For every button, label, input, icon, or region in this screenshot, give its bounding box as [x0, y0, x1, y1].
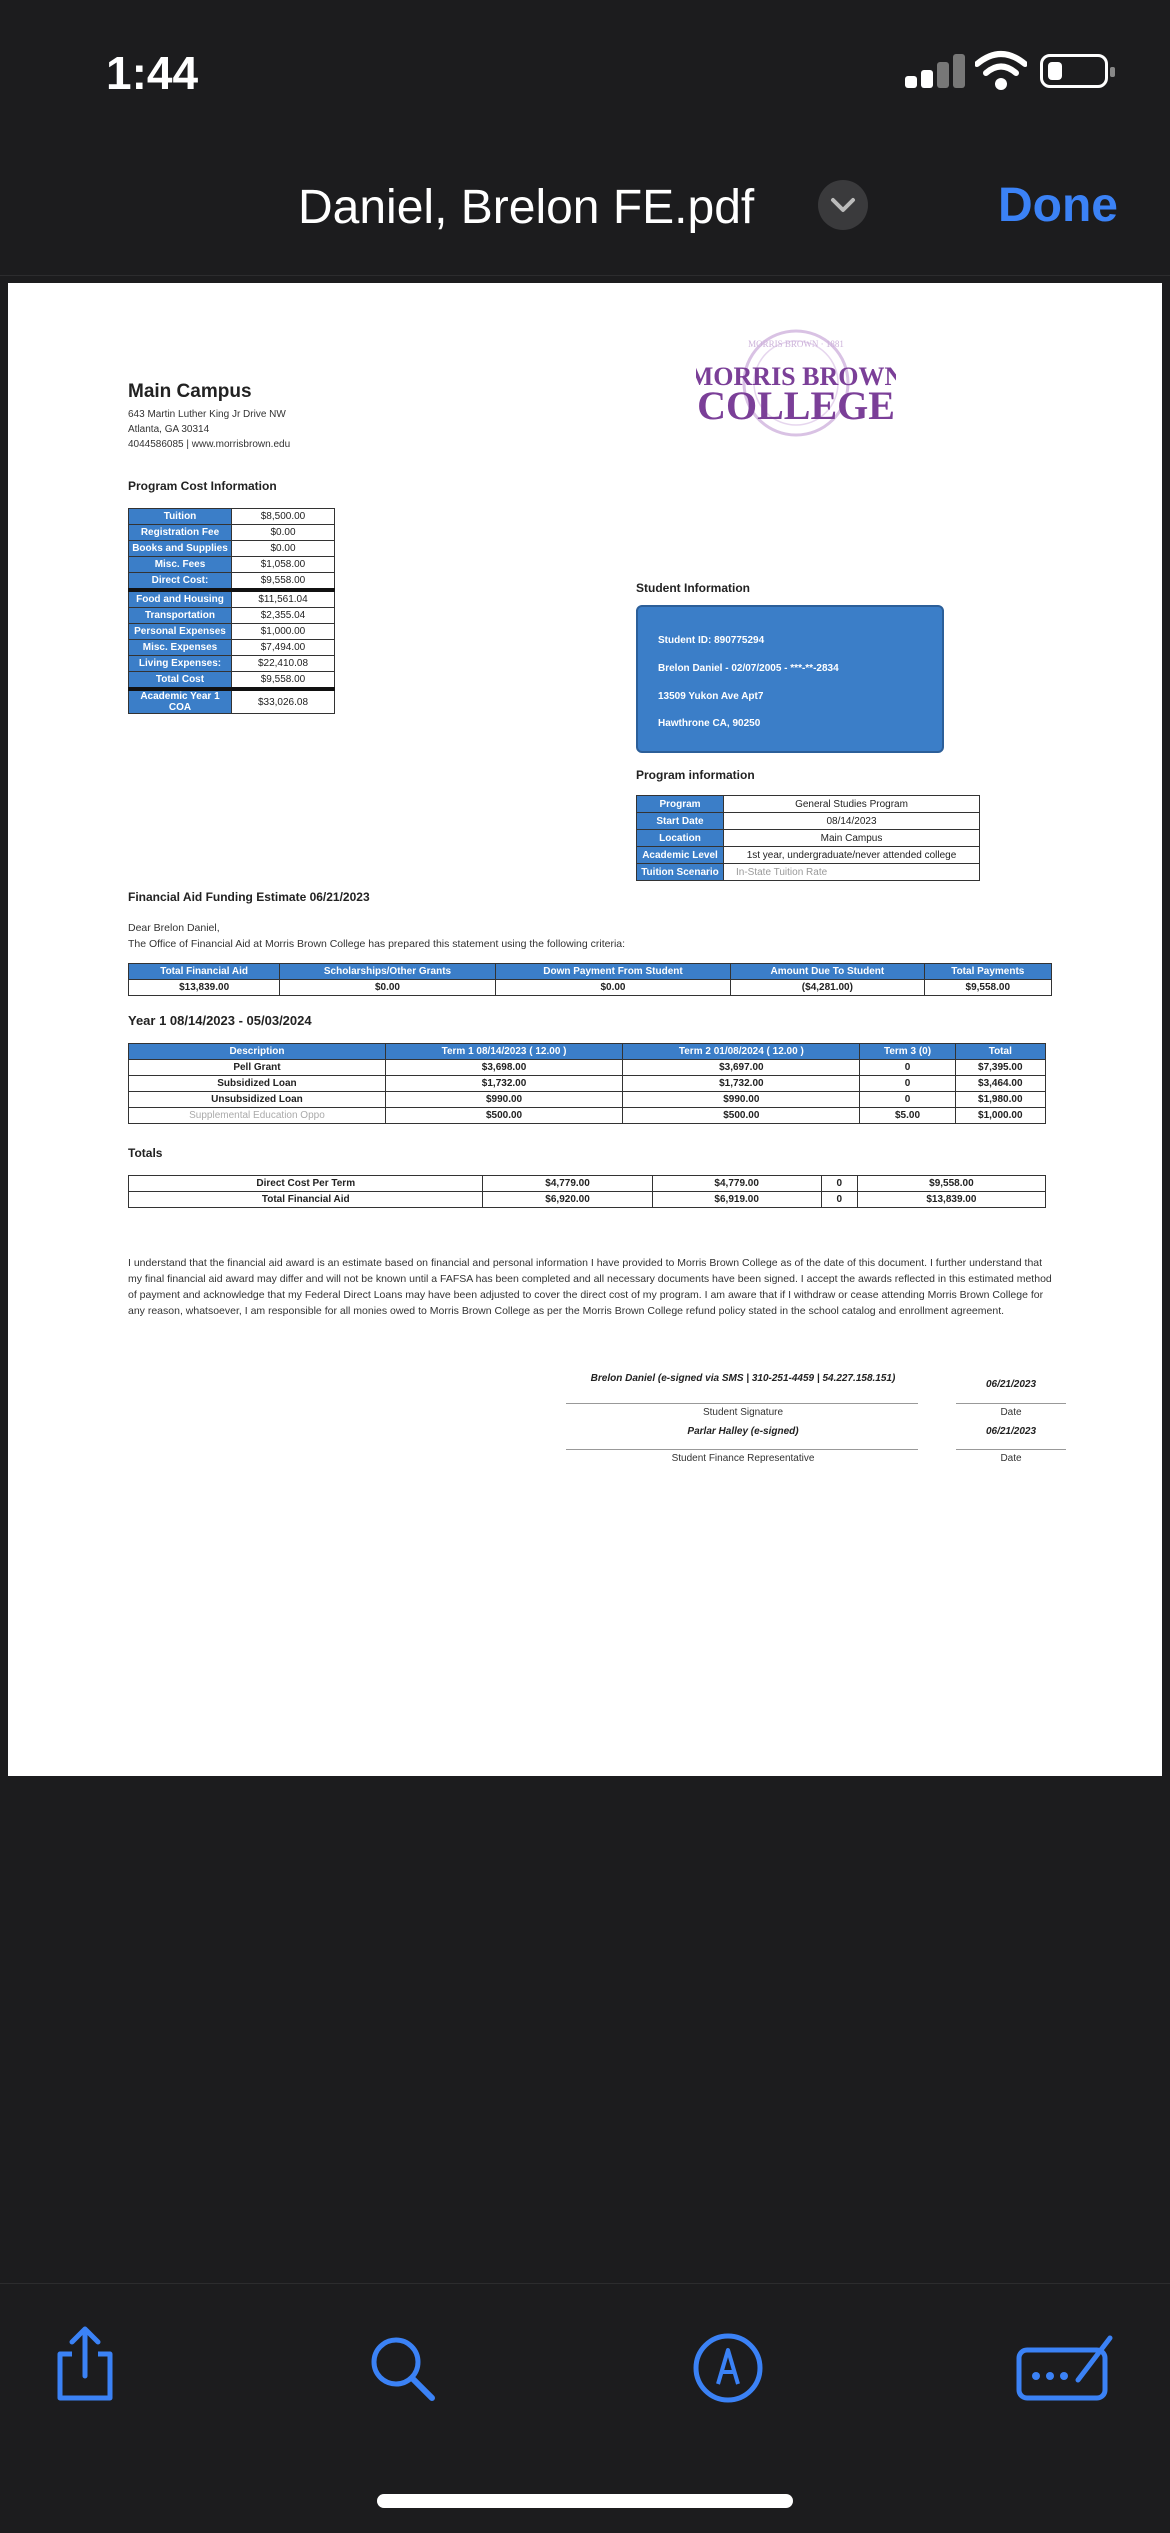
- search-icon[interactable]: [368, 2334, 438, 2404]
- svg-text:COLLEGE: COLLEGE: [697, 383, 895, 428]
- svg-text:MORRIS BROWN · 1881: MORRIS BROWN · 1881: [748, 339, 844, 349]
- table-cell: $6,920.00: [483, 1192, 652, 1208]
- table-row: [637, 864, 980, 881]
- nav-bar: [0, 150, 1170, 276]
- student-street: 13509 Yukon Ave Apt7: [658, 691, 764, 702]
- table-row: [129, 624, 335, 640]
- table-cell: Unsubsidized Loan: [129, 1092, 386, 1108]
- table-cell: $1,980.00: [955, 1092, 1045, 1108]
- table-cell: $6,919.00: [652, 1192, 821, 1208]
- year1-heading: Year 1 08/14/2023 - 05/03/2024: [128, 1013, 312, 1028]
- table-row: [129, 1076, 1046, 1092]
- table-cell: 0: [821, 1192, 857, 1208]
- date-line: [956, 1403, 1066, 1404]
- markup-icon[interactable]: [692, 2332, 764, 2404]
- cost-label: Direct Cost:: [129, 573, 232, 591]
- table-cell: $3,464.00: [955, 1076, 1045, 1092]
- disclaimer-text: I understand that the financial aid award is an estimate based on financial and personal information I have provided to Morris Brown College as of the date of this document. I further understand that my final financial aid award may differ and will not be known until a FAFSA has been completed and all necessary documents have been signed. I accept the awards reflected in this estimated method of payment and acknowledge that my Federal Direct Loans may have been adjusted to cover the direct cost of my program. I am aware that if I withdraw or cease attending Morris Brown College for any reason, whatsoever, I am responsible for all monies owed to Morris Brown College as per the Morris Brown College refund policy stated in the school catalog and enrollment agreement.: [128, 1257, 1052, 1317]
- cost-label: Personal Expenses: [129, 624, 232, 640]
- totals-table: [128, 1175, 1046, 1208]
- column-header: Term 1 08/14/2023 ( 12.00 ): [385, 1044, 622, 1060]
- cost-value: $8,500.00: [232, 509, 335, 525]
- student-signature-label: Student Signature: [702, 1407, 784, 1418]
- rep-signature: Parlar Halley (e-signed): [687, 1426, 799, 1437]
- student-id: Student ID: 890775294: [658, 635, 765, 646]
- funding-table: [128, 963, 1052, 996]
- program-info-heading: Program information: [636, 768, 755, 782]
- program-value: General Studies Program: [724, 796, 980, 813]
- table-row: [129, 509, 335, 525]
- student-signature: Brelon Daniel (e-signed via SMS | 310-251-4459 | 54.227.158.151): [590, 1373, 896, 1384]
- date-line: [956, 1449, 1066, 1450]
- column-header: Term 3 (0): [860, 1044, 955, 1060]
- table-row: [129, 1060, 1046, 1076]
- table-row: [637, 847, 980, 864]
- table-row: [637, 830, 980, 847]
- cost-label: Food and Housing: [129, 590, 232, 608]
- cost-value: $2,355.04: [232, 608, 335, 624]
- table-cell: Total Financial Aid: [129, 1192, 483, 1208]
- table-cell: $5.00: [860, 1108, 955, 1124]
- table-row: [129, 557, 335, 573]
- cost-label: Books and Supplies: [129, 541, 232, 557]
- program-value: In-State Tuition Rate: [724, 864, 980, 881]
- table-cell: $4,779.00: [652, 1176, 821, 1192]
- table-cell: 0: [821, 1176, 857, 1192]
- table-cell: $990.00: [385, 1092, 622, 1108]
- table-row: [129, 608, 335, 624]
- cost-label: Misc. Expenses: [129, 640, 232, 656]
- cost-label: Living Expenses:: [129, 656, 232, 672]
- table-row: [129, 525, 335, 541]
- cost-value: $0.00: [232, 541, 335, 557]
- year1-table: [128, 1043, 1046, 1124]
- table-cell: $4,779.00: [483, 1176, 652, 1192]
- table-cell: $3,697.00: [623, 1060, 860, 1076]
- table-row: [129, 656, 335, 672]
- rep-signature-date: 06/21/2023: [985, 1426, 1037, 1437]
- program-cost-table: [128, 508, 335, 714]
- cost-value: $9,558.00: [232, 672, 335, 690]
- program-value: 08/14/2023: [724, 813, 980, 830]
- date-label: Date: [1000, 1407, 1022, 1418]
- title-menu-button[interactable]: [818, 180, 868, 230]
- status-time: 1:44: [106, 47, 199, 99]
- table-row: [129, 1108, 1046, 1124]
- table-cell: 0: [860, 1076, 955, 1092]
- date-label: Date: [1000, 1453, 1022, 1464]
- funding-heading: Financial Aid Funding Estimate 06/21/2023: [128, 890, 370, 904]
- table-cell: 0: [860, 1060, 955, 1076]
- student-signature-date: 06/21/2023: [985, 1379, 1037, 1390]
- student-city: Hawthrone CA, 90250: [658, 718, 761, 729]
- table-row: [129, 1176, 1046, 1192]
- funding-value: $13,839.00: [129, 980, 280, 996]
- table-row: [129, 1092, 1046, 1108]
- table-cell: $3,698.00: [385, 1060, 622, 1076]
- table-cell: Subsidized Loan: [129, 1076, 386, 1092]
- table-row: [129, 980, 1052, 996]
- table-header-row: [129, 1044, 1046, 1060]
- address-line: Atlanta, GA 30314: [128, 424, 210, 435]
- signature-line: [566, 1403, 918, 1404]
- table-cell: $1,732.00: [385, 1076, 622, 1092]
- pdf-page[interactable]: [8, 283, 1162, 1776]
- table-row: [129, 573, 335, 591]
- rep-signature-label: Student Finance Representative: [671, 1453, 815, 1464]
- column-header: Scholarships/Other Grants: [280, 964, 496, 980]
- cost-value: $0.00: [232, 525, 335, 541]
- table-cell: $990.00: [623, 1092, 860, 1108]
- campus-address: [128, 407, 290, 452]
- column-header: Total: [955, 1044, 1045, 1060]
- address-line: 643 Martin Luther King Jr Drive NW: [128, 409, 286, 420]
- column-header: Down Payment From Student: [495, 964, 730, 980]
- cost-value: $7,494.00: [232, 640, 335, 656]
- column-header: Description: [129, 1044, 386, 1060]
- program-cost-heading: Program Cost Information: [128, 479, 277, 493]
- table-cell: 0: [860, 1092, 955, 1108]
- program-label: Location: [637, 830, 724, 847]
- battery-icon: [1040, 54, 1108, 88]
- funding-value: $0.00: [280, 980, 496, 996]
- status-bar: [0, 0, 1170, 150]
- cost-value: $22,410.08: [232, 656, 335, 672]
- cost-label: Misc. Fees: [129, 557, 232, 573]
- program-label: Academic Level: [637, 847, 724, 864]
- wifi-icon: [975, 50, 1027, 90]
- cost-label: Transportation: [129, 608, 232, 624]
- college-logo: [696, 321, 896, 451]
- table-header-row: [129, 964, 1052, 980]
- table-row: [129, 689, 335, 714]
- table-row: [129, 640, 335, 656]
- table-cell: Supplemental Education Oppo: [129, 1108, 386, 1124]
- table-row: [129, 541, 335, 557]
- table-cell: $9,558.00: [857, 1176, 1045, 1192]
- funding-letter: [128, 920, 625, 952]
- table-row: [129, 1192, 1046, 1208]
- table-cell: $1,732.00: [623, 1076, 860, 1092]
- program-value: 1st year, undergraduate/never attended college: [724, 847, 980, 864]
- program-label: Tuition Scenario: [637, 864, 724, 881]
- table-cell: $13,839.00: [857, 1192, 1045, 1208]
- greeting: Dear Brelon Daniel,: [128, 922, 220, 934]
- table-cell: Pell Grant: [129, 1060, 386, 1076]
- table-cell: $1,000.00: [955, 1108, 1045, 1124]
- document-title[interactable]: Daniel, Brelon FE.pdf: [298, 181, 755, 234]
- contact-line: 4044586085 | www.morrisbrown.edu: [128, 439, 291, 450]
- student-info-box: [636, 605, 944, 753]
- cost-value: $33,026.08: [232, 689, 335, 714]
- table-cell: $500.00: [385, 1108, 622, 1124]
- cost-value: $11,561.04: [232, 590, 335, 608]
- svg-text:MORRIS BROWN: MORRIS BROWN: [696, 362, 896, 391]
- home-indicator[interactable]: [377, 2494, 793, 2508]
- cost-label: Tuition: [129, 509, 232, 525]
- program-label: Start Date: [637, 813, 724, 830]
- table-cell: $500.00: [623, 1108, 860, 1124]
- cost-label: Total Cost: [129, 672, 232, 690]
- table-row: [129, 672, 335, 690]
- cost-label: Academic Year 1 COA: [129, 689, 232, 714]
- table-row: [637, 796, 980, 813]
- totals-heading: Totals: [128, 1146, 163, 1160]
- table-row: [129, 590, 335, 608]
- funding-value: $0.00: [495, 980, 730, 996]
- signature-line: [566, 1449, 918, 1450]
- program-info-table: [636, 795, 980, 881]
- intro: The Office of Financial Aid at Morris Brown College has prepared this statement using the following criteria:: [128, 938, 626, 950]
- funding-value: ($4,281.00): [731, 980, 924, 996]
- column-header: Amount Due To Student: [731, 964, 924, 980]
- column-header: Total Payments: [924, 964, 1051, 980]
- signature-icon[interactable]: [1016, 2332, 1116, 2402]
- program-label: Program: [637, 796, 724, 813]
- program-value: Main Campus: [724, 830, 980, 847]
- cost-value: $9,558.00: [232, 573, 335, 591]
- chevron-down-icon: [818, 180, 868, 230]
- cost-label: Registration Fee: [129, 525, 232, 541]
- cost-value: $1,058.00: [232, 557, 335, 573]
- funding-value: $9,558.00: [924, 980, 1051, 996]
- table-cell: Direct Cost Per Term: [129, 1176, 483, 1192]
- share-icon[interactable]: [50, 2324, 120, 2404]
- student-name: Brelon Daniel - 02/07/2005 - ***-**-2834: [658, 663, 839, 674]
- table-row: [637, 813, 980, 830]
- student-info-heading: Student Information: [636, 581, 750, 595]
- done-button[interactable]: Done: [998, 179, 1118, 232]
- cost-value: $1,000.00: [232, 624, 335, 640]
- column-header: Total Financial Aid: [129, 964, 280, 980]
- campus-name: Main Campus: [128, 381, 252, 402]
- column-header: Term 2 01/08/2024 ( 12.00 ): [623, 1044, 860, 1060]
- table-cell: $7,395.00: [955, 1060, 1045, 1076]
